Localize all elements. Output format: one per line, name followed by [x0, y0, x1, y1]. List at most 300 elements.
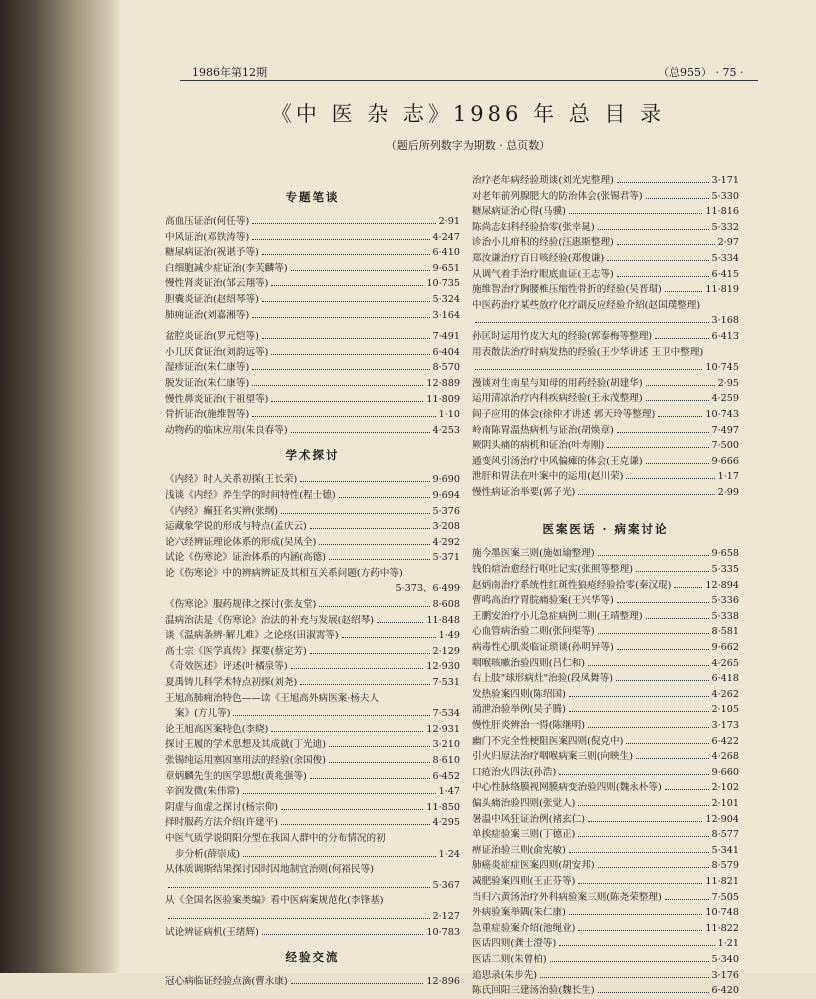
entry-page: 2·91 [438, 216, 460, 227]
dot-leader [271, 731, 423, 732]
entry-page: 5·367 [432, 879, 460, 891]
dot-leader [588, 665, 709, 666]
entry-title: 用表散法治疗时病发热的经验(王少华讲述 王卫中整理) [472, 346, 704, 358]
toc-entry [472, 407, 739, 423]
section-heading: 医案医话 · 病案讨论 [542, 522, 669, 537]
dot-leader [598, 992, 709, 993]
entry-page: 3·168 [711, 315, 739, 327]
entry-page: 6·413 [711, 330, 739, 342]
toc-entry [472, 173, 739, 189]
toc-entry [165, 292, 460, 308]
entry-page: 10·743 [705, 408, 739, 420]
entry-title: 通变风引汤治疗中风偏瘫的体会(王克谦) [472, 455, 643, 467]
book-binding-shadow [0, 0, 120, 973]
entry-title: 《内经》时人关系初探(王长荣) [165, 474, 298, 486]
dot-leader [291, 270, 430, 271]
section-heading: 经验交流 [285, 950, 340, 965]
dot-leader [617, 182, 709, 183]
dot-leader [646, 400, 709, 401]
entry-page: 6·410 [432, 247, 460, 259]
entry-title: 阴虚与血虚之探讨(杨宗仰) [165, 801, 279, 813]
dot-leader [252, 385, 423, 386]
entry-page: 1·49 [438, 630, 460, 642]
dot-leader [569, 696, 709, 697]
entry-page: 5·335 [711, 564, 739, 576]
toc-entry [472, 780, 739, 796]
entry-page: 12·931 [426, 723, 460, 735]
entry-title: 动物药的临床应用(朱良春等) [165, 424, 288, 436]
dot-leader [342, 637, 436, 638]
toc-entry [165, 519, 460, 535]
dot-leader [233, 715, 429, 716]
entry-page: 9·666 [711, 455, 739, 467]
toc-entry [165, 376, 460, 392]
entry-page: 5·373、6·499 [395, 583, 460, 595]
entry-page: 9·662 [711, 642, 739, 654]
dot-leader [588, 727, 709, 728]
toc-entry [165, 847, 460, 863]
toc-entry [472, 267, 739, 283]
toc-entry [472, 235, 739, 251]
toc-entry [165, 722, 460, 738]
page-title: 《中 医 杂 志》1986 年 总 目 录 [270, 102, 666, 126]
toc-entry [165, 784, 460, 800]
entry-title: 糖尿病证治(祝谌予等) [165, 247, 259, 259]
dot-leader [310, 528, 430, 529]
page-number-header: （总955） · 75 · [658, 66, 744, 79]
entry-page: 3·173 [711, 720, 739, 731]
dot-leader [475, 322, 709, 323]
entry-title: 骨折证治(施维智等) [165, 409, 250, 421]
dot-leader [578, 494, 714, 495]
toc-entry [165, 737, 460, 753]
entry-title: 王鹏安治疗小儿急症病例二则(王靖整理) [472, 610, 643, 622]
toc-entry [165, 276, 460, 292]
entry-page: 11·850 [426, 801, 460, 813]
entry-group [165, 974, 460, 990]
entry-page: 5·330 [711, 190, 739, 202]
entry-page: 12·889 [426, 377, 460, 389]
toc-entry [472, 718, 739, 734]
entry-title: 孙匡时运用竹皮大丸的经验(郭泰梅等整理) [472, 330, 653, 342]
entry-group [165, 597, 460, 691]
toc-entry [165, 345, 460, 361]
entry-group [165, 329, 460, 438]
dot-leader [655, 338, 708, 339]
dot-leader [617, 602, 709, 603]
entry-title: 陈氏回阳三建汤治验(魏长生) [472, 985, 595, 997]
toc-entry [472, 593, 739, 609]
entry-title: 心血管病治验二则(张问渠等) [472, 626, 595, 638]
toc-entry [472, 251, 739, 267]
entry-page: 11·816 [705, 206, 739, 218]
dot-leader [636, 758, 709, 759]
entry-title: 肺癌炎症症医案四则(胡安邦) [472, 860, 595, 872]
entry-title: 病毒性心肌炎临证琐谈(孙明异等) [472, 642, 614, 654]
entry-title: 运藏象学说的形成与特点(孟庆云) [165, 521, 307, 533]
entry-page: 6·422 [711, 735, 739, 747]
toc-entry [472, 656, 739, 672]
toc-entry [165, 628, 460, 644]
dot-leader [674, 587, 702, 588]
entry-title: 曹鸣高治疗胃脘痛验案(王兴华等) [472, 595, 614, 607]
dot-leader [598, 867, 709, 868]
entry-page: 2·129 [432, 645, 460, 657]
toc-entry [472, 702, 739, 718]
entry-title: 涌泄治验举例(吴子腾) [472, 704, 566, 716]
entry-title: 诊治小儿疳积的经验(汪惠斯整理) [472, 237, 614, 249]
dot-leader [569, 914, 703, 915]
entry-page: 5·332 [711, 221, 739, 233]
entry-title: 论六经辨证理论体系的形成(吴凤全) [165, 536, 317, 548]
toc-entry [165, 230, 460, 246]
dot-leader [559, 945, 714, 946]
entry-page: 6·452 [432, 770, 460, 782]
entry-title: 慢性肾炎证治(邹云翔等) [165, 278, 269, 290]
entry-title: 糖尿病证治心得(马骥) [472, 206, 566, 218]
entry-page: 11·821 [705, 875, 739, 887]
entry-title: 漫谈对生南星与知母的用药经验(胡建华) [472, 377, 643, 389]
toc-entry [472, 624, 739, 640]
dot-leader [569, 852, 709, 853]
entry-page: 7·491 [432, 331, 460, 343]
entry-group [472, 329, 739, 345]
dot-leader [310, 778, 430, 779]
toc-entry [472, 812, 739, 828]
entry-title: 《奇效医述》评述(叶橘泉等) [165, 661, 288, 673]
dot-leader [646, 198, 709, 199]
entry-title: 引火归原法治疗咽喉病案三则(向映生) [472, 751, 633, 763]
entry-title: 盆腔炎证治(罗元恺等) [165, 331, 259, 343]
entry-title: 陈尚志妇科经验拾零(张幸晁) [472, 221, 595, 233]
entry-title: 中医药治疗某些放疗化疗副反应经验介绍(赵国璞整理) [472, 299, 701, 311]
entry-title: 对老年前列腺肥大的防治体会(张锡君等) [472, 190, 643, 202]
entry-group [472, 546, 739, 998]
dot-leader [252, 317, 429, 318]
toc-entry [165, 214, 460, 230]
dot-leader [626, 478, 714, 479]
entry-page: 9·694 [432, 489, 460, 501]
entry-page: 4·262 [711, 688, 739, 700]
entry-page: 11·822 [705, 922, 739, 934]
entry-title: 施今墨医案三则(施如瑜整理) [472, 548, 595, 560]
dot-leader [262, 934, 424, 935]
entry-title: 中医气质学说阴阳分型在我国人群中的分布情况的初 [165, 832, 386, 844]
entry-title: 浅谈《内经》养生学的时间特性(程士德) [165, 489, 336, 501]
dot-leader [626, 743, 708, 744]
entry-title: 案》(方儿等) [175, 708, 231, 720]
dot-leader [300, 481, 429, 482]
entry-page: 1·10 [438, 409, 460, 421]
dot-leader [262, 301, 430, 302]
dot-leader [617, 649, 709, 650]
toc-entry [472, 220, 739, 236]
entry-page: 5·376 [432, 505, 460, 517]
dot-leader [329, 762, 430, 763]
dot-leader [291, 983, 424, 984]
entry-title: 口疮治火四法(孙浩) [472, 766, 557, 778]
toc-entry [472, 189, 739, 205]
toc-entry [165, 392, 460, 408]
entry-page: 3·171 [711, 175, 739, 186]
entry-title: 郑汝谦治疗百日咳经验(郑俊谦) [472, 252, 605, 264]
entry-page: 2·97 [717, 237, 739, 249]
entry-title: 冠心病临证经验点滴(曹永康) [165, 976, 288, 988]
toc-entry [472, 360, 739, 376]
entry-title: 探讨王履的学术思想及其成就(丁光迪) [165, 739, 326, 751]
toc-entry [472, 313, 739, 329]
entry-page: 3·210 [432, 739, 460, 751]
dot-leader [252, 416, 435, 417]
toc-entry [165, 423, 460, 439]
toc-entry [472, 469, 739, 485]
entry-title: 医话四则(龚士澄等) [472, 938, 557, 950]
entry-page: 8·570 [432, 362, 460, 374]
entry-page: 8·577 [711, 829, 739, 841]
entry-title: 从《全国名医验案类编》看中医病案规范化(李锋基) [165, 895, 384, 907]
entry-title: 医话二则(朱曾柏) [472, 953, 547, 965]
dot-leader [319, 544, 429, 545]
entry-title: 治疗老年病经验琐谈(刘光宪整理) [472, 175, 614, 186]
entry-group [165, 925, 460, 941]
entry-page: 7·505 [711, 891, 739, 903]
toc-entry [472, 765, 739, 781]
dot-leader [646, 385, 715, 386]
entry-page: 6·418 [711, 673, 739, 685]
toc-entry [472, 485, 739, 501]
dot-leader [665, 899, 709, 900]
entry-title: 外病验案举隅(朱仁康) [472, 907, 566, 919]
entry-page: 4·253 [432, 424, 460, 436]
entry-title: 夏禹铸儿科学术特点初探(刘尧) [165, 677, 298, 689]
entry-page: 2·127 [432, 910, 460, 922]
dot-leader [598, 633, 709, 634]
toc-entry [472, 609, 739, 625]
dot-leader [665, 789, 709, 790]
dot-leader [281, 824, 430, 825]
dot-leader [252, 239, 429, 240]
dot-leader [300, 684, 429, 685]
entry-title: 白细胞减少症证治(李芙麟等) [165, 262, 288, 274]
toc-entry [165, 504, 460, 520]
toc-entry [165, 800, 460, 816]
dot-leader [569, 711, 709, 712]
entry-group [472, 376, 739, 501]
entry-title: 湿疹证治(朱仁康等) [165, 362, 250, 374]
entry-title: 阎子应用的体会(徐仲才讲述 郭天玲等整理) [472, 408, 656, 420]
dot-leader [339, 497, 430, 498]
toc-entry [472, 562, 739, 578]
toc-entry [165, 308, 460, 324]
dot-leader [377, 622, 423, 623]
toc-entry [472, 749, 739, 765]
toc-entry [165, 535, 460, 551]
entry-title: 从体质调斯结果探讨因时因地制宜治则(何裕民等) [165, 864, 374, 876]
dot-leader [540, 977, 708, 978]
toc-entry [165, 925, 460, 941]
toc-entry [165, 644, 460, 660]
toc-entry [472, 952, 739, 968]
entry-title: 论王旭高医案特色(李晓) [165, 723, 269, 735]
toc-entry [165, 488, 460, 504]
entry-page: 11·809 [426, 393, 460, 405]
entry-page: 11·848 [426, 614, 460, 626]
entry-page: 5·340 [711, 953, 739, 965]
entry-title: 张锡纯运用塞因塞用法的经验(余国俊) [165, 755, 326, 766]
entry-title: 从调气着手治疗眼底血证(王志等) [472, 268, 614, 280]
entry-title: 胆囊炎证治(赵绍琴等) [165, 293, 259, 305]
entry-group [165, 214, 460, 323]
dot-leader [329, 559, 430, 560]
dot-leader [607, 260, 708, 261]
entry-title: 中心性脉络膜视网膜病变治验四则(魏永朴等) [472, 782, 662, 794]
right-column [472, 173, 739, 999]
entry-title: 肺痈证治(刘嘉湘等) [165, 309, 250, 321]
dot-leader [168, 918, 430, 919]
entry-page: 12·896 [426, 976, 460, 988]
entry-page: 2·105 [711, 704, 739, 716]
entry-title: 单挨症验案三则(丁德正) [472, 829, 576, 841]
entry-page: 4·292 [432, 536, 460, 548]
toc-entry [165, 753, 460, 769]
dot-leader [578, 930, 702, 931]
entry-page: 7·500 [711, 440, 739, 452]
toc-entry [165, 769, 460, 785]
entry-title: 高士宗《医学真传》探要(蔡定芳) [165, 645, 307, 657]
toc-entry [165, 245, 460, 261]
dot-leader [252, 223, 435, 224]
dot-leader [475, 369, 702, 370]
toc-entry [165, 407, 460, 423]
entry-page: 12·930 [426, 661, 460, 673]
toc-entry [472, 843, 739, 859]
dot-leader [281, 513, 430, 514]
dot-leader [616, 680, 709, 681]
entry-title: 右上肢"球形病灶"治验(段凤舞等) [472, 673, 614, 685]
entry-page: 4·268 [711, 751, 739, 763]
toc-entry [472, 921, 739, 937]
entry-page: 5·324 [432, 293, 460, 305]
entry-title: 急重症验案介绍(池绳业) [472, 922, 576, 934]
toc-entry [165, 472, 460, 488]
entry-title: 试论《伤寒论》证治体系的内涵(高德) [165, 552, 326, 564]
entry-page: 9·651 [432, 262, 460, 274]
header-rule [180, 80, 758, 81]
dot-leader [271, 354, 429, 355]
toc-entry [472, 858, 739, 874]
dot-leader [646, 618, 709, 619]
toc-entry [472, 546, 739, 562]
toc-entry [472, 890, 739, 906]
toc-entry [472, 734, 739, 750]
toc-entry [472, 936, 739, 952]
entry-page: 6·415 [711, 268, 739, 280]
toc-entry [472, 282, 739, 298]
entry-page: 8·579 [711, 860, 739, 872]
entry-page: 9·690 [432, 474, 460, 486]
entry-page: 2·99 [717, 486, 739, 498]
entry-title: 脱发证治(朱仁康等) [165, 377, 250, 389]
entry-title: 高血压证治(何任等) [165, 216, 250, 227]
toc-entry [472, 968, 739, 984]
toc-entry [165, 675, 460, 691]
dot-leader [291, 668, 424, 669]
entry-page: 1·17 [717, 471, 739, 483]
entry-page: 2·102 [711, 782, 739, 794]
entry-group [165, 722, 460, 831]
entry-title: 择时服药方法介绍(许建平) [165, 817, 279, 829]
entry-page: 12·894 [705, 579, 739, 591]
dot-leader [559, 774, 708, 775]
toc-entry [472, 796, 739, 812]
toc-entry [165, 261, 460, 277]
entry-title: 论《伤寒论》中的辨病辨证及其相互关系问题(方药中等) [165, 567, 403, 579]
dot-leader [271, 285, 423, 286]
entry-page: 3·176 [711, 969, 739, 981]
toc-entry [165, 550, 460, 566]
toc-entry [165, 909, 460, 925]
entry-title: 偏头痛治验四则(张觉人) [472, 797, 576, 809]
toc-entry [472, 671, 739, 687]
entry-title: 谈《温病条辨·解儿难》之论痉(田淑霄等) [165, 630, 339, 642]
entry-title: 小儿厌食证治(刘韵远等) [165, 346, 269, 358]
dot-leader [550, 961, 709, 962]
dot-leader [329, 746, 430, 747]
entry-page: 10·748 [705, 907, 739, 919]
entry-page: 5·336 [711, 595, 739, 607]
entry-page: 4·265 [711, 657, 739, 669]
entry-title: 岭南陈胃温热病机与证治(胡焕章) [472, 424, 614, 436]
toc-entry [472, 329, 739, 345]
dot-leader [665, 291, 703, 292]
entry-page: 4·259 [711, 393, 739, 405]
entry-page: 1·24 [438, 848, 460, 860]
entry-title: 发热验案四则(陈绍国) [472, 688, 566, 700]
entry-title: 试论辨证病机(王绪辉) [165, 926, 259, 938]
entry-title: 钱伯煊治愈经行呕吐记实(张照等整理) [472, 564, 633, 576]
toc-entry [165, 329, 460, 345]
entry-title: 王旭高肺痈治特色——读《王旭高外病医案·杨夫人 [165, 692, 380, 704]
dot-leader [262, 338, 430, 339]
entry-group [472, 173, 739, 298]
toc-entry [472, 983, 739, 999]
dot-leader [281, 809, 423, 810]
entry-page: 6·404 [432, 346, 460, 358]
entry-page: 3·164 [432, 309, 460, 321]
entry-page: 12·904 [705, 813, 739, 825]
toc-entry [472, 905, 739, 921]
entry-page: 10·735 [426, 278, 460, 290]
journal-page [120, 0, 816, 997]
entry-title: 《伤寒论》服药规律之探讨(张友堂) [165, 599, 317, 611]
toc-entry [472, 391, 739, 407]
entry-title: 慢性病证治举要(郭子光) [472, 486, 576, 498]
entry-page: 5·334 [711, 252, 739, 264]
entry-page: 1·21 [717, 938, 739, 950]
entry-title: 暑温中风狂证治例(褚玄仁) [472, 813, 586, 825]
entry-title: 幽门不完全性梗阻医案四则(倪克中) [472, 735, 624, 747]
toc-entry [472, 874, 739, 890]
entry-title: 温病治法是《伤寒论》治法的补充与发展(赵绍琴) [165, 614, 374, 626]
dot-leader [617, 276, 709, 277]
toc-entry [165, 597, 460, 613]
toc-entry [165, 613, 460, 629]
entry-title: 辛润发微(朱伟常) [165, 786, 240, 798]
entry-page: 7·531 [432, 677, 460, 689]
toc-entry [165, 878, 460, 894]
dot-leader [646, 463, 709, 464]
dot-leader [310, 653, 430, 654]
